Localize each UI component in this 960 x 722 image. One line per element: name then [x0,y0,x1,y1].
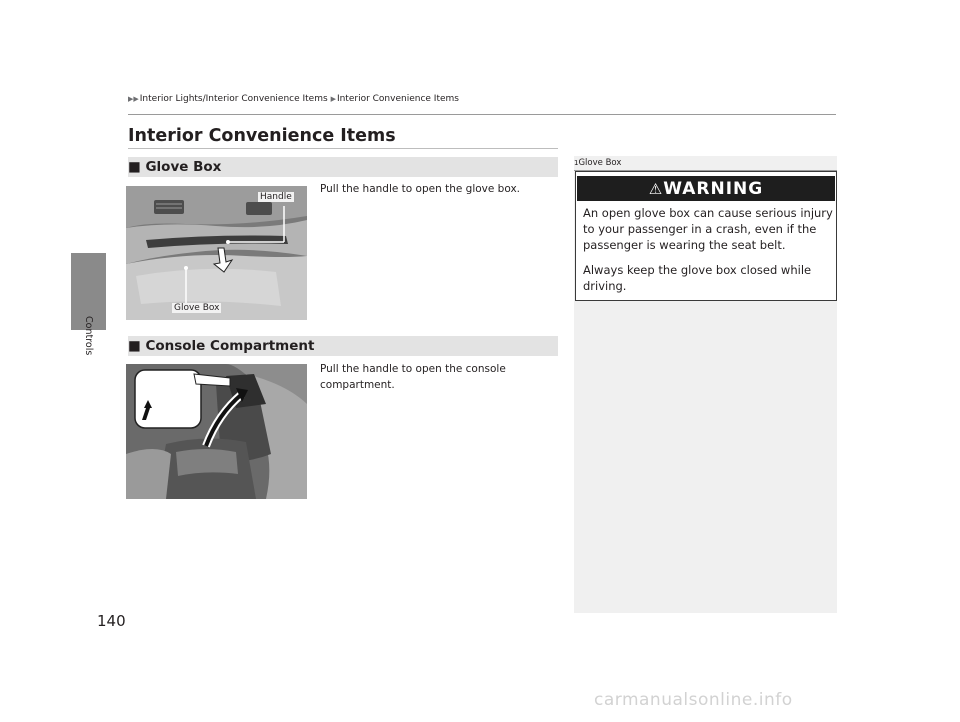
header-divider [128,114,836,115]
warning-box [575,171,837,301]
watermark: carmanualsonline.info [594,690,793,710]
warning-triangle-icon: ⚠ [648,180,664,198]
warning-title [577,179,835,199]
callout-handle: Handle [260,192,292,202]
breadcrumb[interactable] [128,94,459,104]
side-note-heading-text: Glove Box [578,158,622,168]
breadcrumb-arrow-icon: ▶ [330,95,336,103]
warning-title-text: WARNING [663,179,764,199]
glove-box-heading: ■ Glove Box [128,159,222,175]
reference-icon: 1 [574,159,579,167]
chapter-label: Controls [83,316,94,356]
page-number: 140 [97,612,126,630]
warning-header [577,176,835,201]
glove-box-illustration [126,186,307,320]
warning-text-1: An open glove box can cause serious injury to your passenger in a crash, even if the passenger is wearing the seat belt. [583,206,833,252]
console-illustration [126,364,307,499]
console-instructions: Pull the handle to open the console compartment. [320,363,506,391]
callout-glove-box: Glove Box [174,303,220,313]
breadcrumb-arrow-icon: ▶▶ [128,95,139,103]
console-illustration-svg [126,364,307,499]
console-heading: ■ Console Compartment [128,338,315,354]
glove-box-instructions: Pull the handle to open the glove box. [320,183,520,195]
side-note-heading[interactable] [574,158,621,168]
warning-text-2: Always keep the glove box closed while driving. [583,263,812,293]
breadcrumb-current: Interior Convenience Items [336,94,459,104]
breadcrumb-link-interior-lights[interactable]: Interior Lights/Interior Convenience Items [139,94,328,104]
page-title: Interior Convenience Items [128,126,396,146]
console-heading-bar [128,336,558,356]
glove-box-heading-bar [128,157,558,177]
glove-box-illustration-svg [126,186,307,320]
title-divider [128,148,558,149]
